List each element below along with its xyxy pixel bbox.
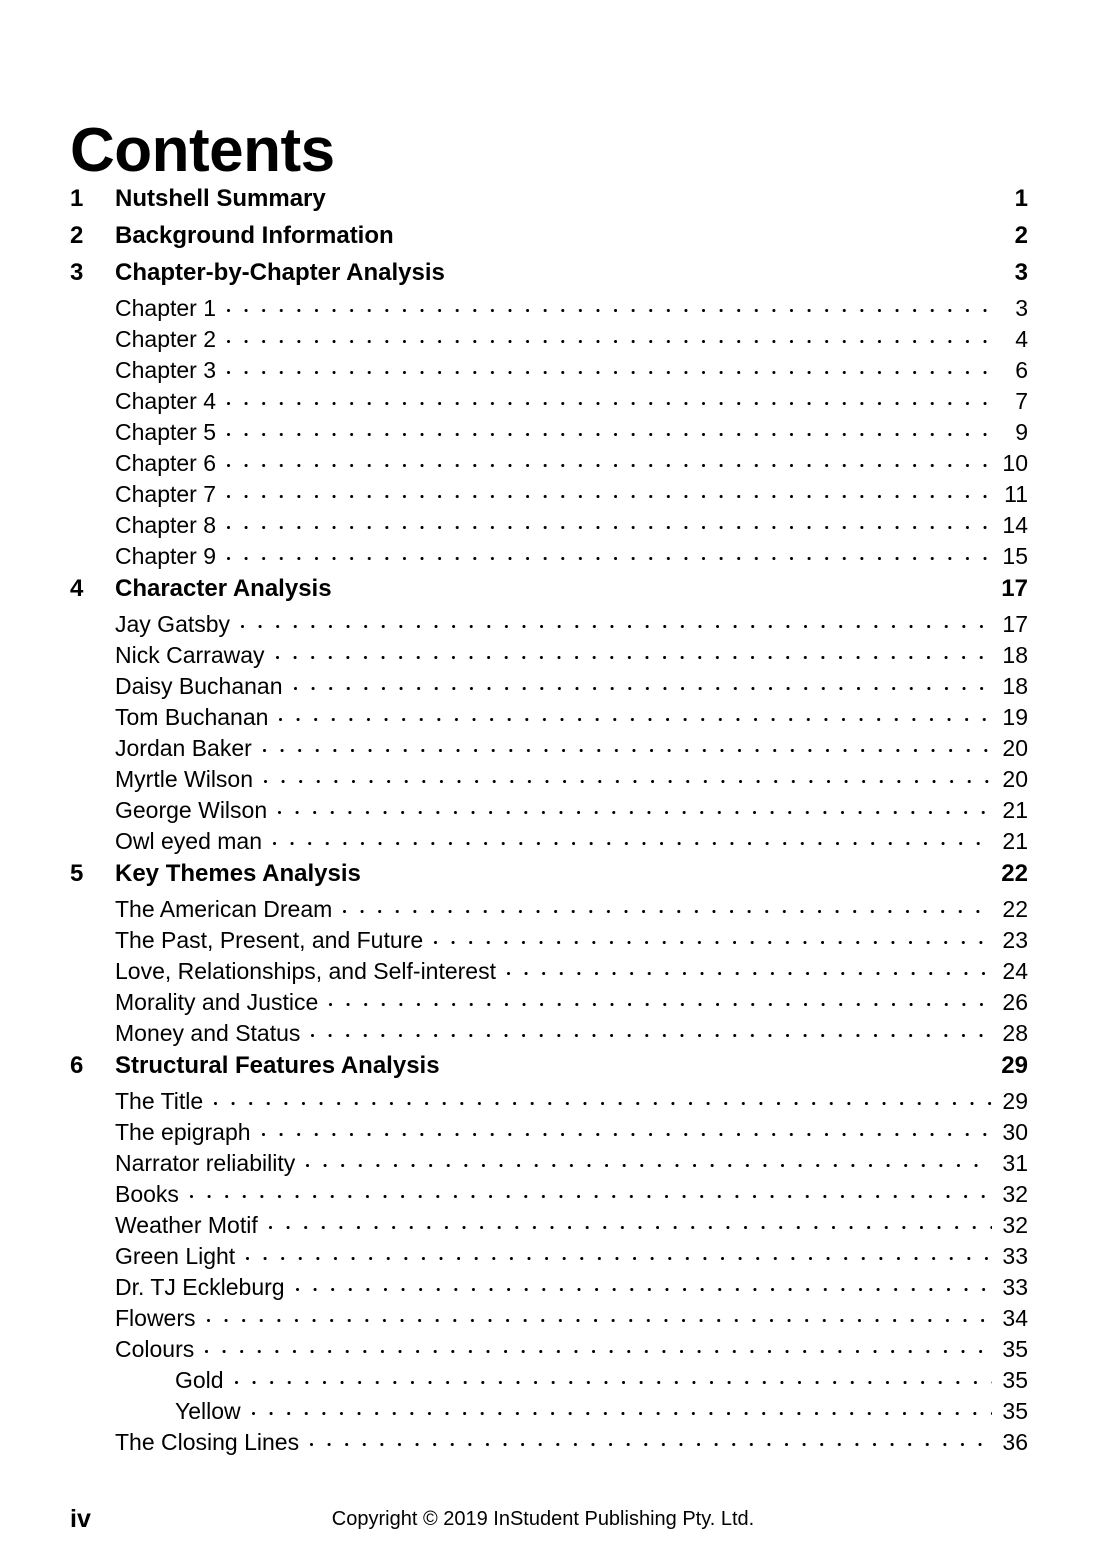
toc-entry-label: Chapter 5 xyxy=(115,419,217,445)
dot-leader xyxy=(252,1396,992,1419)
page-title: Contents xyxy=(70,115,335,185)
toc-entry-page-number: 17 xyxy=(1001,575,1028,602)
toc-entry-page-number: 19 xyxy=(1002,704,1028,730)
dot-leader xyxy=(227,324,992,347)
toc-entry-row[interactable] xyxy=(70,987,1028,1018)
toc-entry-label: Jordan Baker xyxy=(115,735,252,761)
toc-entry-page-number: 18 xyxy=(1002,642,1028,668)
toc-entry-page-number: 20 xyxy=(1002,735,1028,761)
toc-entry-row[interactable] xyxy=(70,894,1028,925)
toc-entry-label: Owl eyed man xyxy=(115,828,263,854)
dot-leader xyxy=(328,182,992,206)
dot-leader xyxy=(306,1148,992,1171)
toc-entry-page-number: 3 xyxy=(1014,259,1028,286)
toc-entry-page-number: 17 xyxy=(1002,611,1028,637)
toc-entry-label: The epigraph xyxy=(115,1119,251,1145)
toc-entry-label: The Title xyxy=(115,1088,204,1114)
dot-leader xyxy=(278,795,992,818)
toc-entry-page-number: 35 xyxy=(1002,1336,1028,1362)
dot-leader xyxy=(235,1365,992,1388)
dot-leader xyxy=(205,1334,992,1357)
toc-entry-label: Chapter 6 xyxy=(115,450,217,476)
toc-entry-label: Nick Carraway xyxy=(115,642,265,668)
toc-entry-label: Green Light xyxy=(115,1243,236,1269)
toc-entry-row[interactable] xyxy=(70,702,1028,733)
toc-entry-row[interactable] xyxy=(70,1117,1028,1148)
dot-leader xyxy=(329,987,992,1010)
toc-entry-page-number: 3 xyxy=(1015,295,1028,321)
toc-entry-row[interactable] xyxy=(70,1086,1028,1117)
toc-entry-number: 5 xyxy=(70,860,84,887)
dot-leader xyxy=(507,956,992,979)
dot-leader xyxy=(262,1117,992,1140)
toc-entry-number: 3 xyxy=(70,259,84,286)
dot-leader xyxy=(343,894,992,917)
toc-entry-page-number: 24 xyxy=(1002,958,1028,984)
dot-leader xyxy=(227,541,992,564)
dot-leader xyxy=(442,1049,992,1073)
toc-entry-label: Jay Gatsby xyxy=(115,611,231,637)
toc-entry-label: The Closing Lines xyxy=(115,1429,300,1455)
toc-entry-label: Flowers xyxy=(115,1305,196,1331)
toc-entry-row[interactable] xyxy=(70,1272,1028,1303)
toc-entry-row[interactable] xyxy=(70,1427,1028,1458)
toc-entry-label: The American Dream xyxy=(115,896,333,922)
page-folio-number: iv xyxy=(70,1505,91,1533)
toc-entry-row[interactable] xyxy=(70,671,1028,702)
toc-entry-page-number: 1 xyxy=(1014,185,1028,212)
toc-entry-row[interactable] xyxy=(70,1210,1028,1241)
toc-entry-label: Gold xyxy=(175,1367,224,1393)
toc-entry-page-number: 21 xyxy=(1002,797,1028,823)
toc-entry-label: George Wilson xyxy=(115,797,268,823)
toc-entry-row[interactable] xyxy=(70,293,1028,324)
toc-entry-label: Yellow xyxy=(175,1398,241,1424)
toc-section-row[interactable] xyxy=(70,572,1028,609)
toc-entry-page-number: 2 xyxy=(1014,222,1028,249)
toc-entry-row[interactable] xyxy=(70,1241,1028,1272)
toc-entry-label: Chapter 1 xyxy=(115,295,217,321)
toc-entry-page-number: 6 xyxy=(1015,357,1028,383)
toc-section-row[interactable] xyxy=(70,219,1028,256)
toc-entry-row[interactable] xyxy=(70,1365,1028,1396)
toc-entry-row[interactable] xyxy=(70,510,1028,541)
dot-leader xyxy=(263,733,992,756)
dot-leader xyxy=(447,256,992,280)
toc-entry-label: Tom Buchanan xyxy=(115,704,269,730)
toc-entry-label: Love, Relationships, and Self-interest xyxy=(115,958,496,984)
toc-entry-page-number: 20 xyxy=(1002,766,1028,792)
dot-leader xyxy=(396,219,992,243)
toc-entry-page-number: 26 xyxy=(1002,989,1028,1015)
page-footer xyxy=(70,1505,1028,1539)
toc-entry-label: Dr. TJ Eckleburg xyxy=(115,1274,285,1300)
toc-entry-row[interactable] xyxy=(70,479,1028,510)
toc-entry-label: Chapter 4 xyxy=(115,388,217,414)
dot-leader xyxy=(246,1241,992,1264)
dot-leader xyxy=(276,640,992,663)
toc-entry-page-number: 15 xyxy=(1002,543,1028,569)
toc-entry-row[interactable] xyxy=(70,733,1028,764)
toc-entry-label: Chapter 2 xyxy=(115,326,217,352)
toc-entry-label: Chapter 8 xyxy=(115,512,217,538)
toc-entry-label: Morality and Justice xyxy=(115,989,319,1015)
toc-entry-label: Structural Features Analysis xyxy=(115,1052,440,1079)
toc-entry-row[interactable] xyxy=(70,1179,1028,1210)
toc-entry-page-number: 33 xyxy=(1002,1274,1028,1300)
toc-entry-page-number: 30 xyxy=(1002,1119,1028,1145)
dot-leader xyxy=(334,572,992,596)
toc-entry-number: 1 xyxy=(70,185,84,212)
dot-leader xyxy=(363,857,992,881)
toc-entry-page-number: 22 xyxy=(1002,896,1028,922)
dot-leader xyxy=(241,609,992,632)
toc-entry-page-number: 9 xyxy=(1015,419,1028,445)
toc-entry-row[interactable] xyxy=(70,826,1028,857)
toc-entry-row[interactable] xyxy=(70,925,1028,956)
dot-leader xyxy=(227,448,992,471)
dot-leader xyxy=(264,764,992,787)
toc-entry-row[interactable] xyxy=(70,324,1028,355)
dot-leader xyxy=(227,479,992,502)
toc-entry-page-number: 14 xyxy=(1002,512,1028,538)
toc-entry-row[interactable] xyxy=(70,640,1028,671)
dot-leader xyxy=(434,925,992,948)
toc-section-row[interactable] xyxy=(70,182,1028,219)
toc-entry-page-number: 35 xyxy=(1002,1398,1028,1424)
dot-leader xyxy=(227,386,992,409)
dot-leader xyxy=(294,671,993,694)
toc-entry-page-number: 21 xyxy=(1002,828,1028,854)
toc-entry-page-number: 36 xyxy=(1002,1429,1028,1455)
toc-entry-page-number: 22 xyxy=(1001,860,1028,887)
toc-entry-label: Books xyxy=(115,1181,179,1207)
toc-entry-page-number: 23 xyxy=(1002,927,1028,953)
toc-entry-row[interactable] xyxy=(70,795,1028,826)
toc-entry-row[interactable] xyxy=(70,448,1028,479)
toc-entry-label: Chapter 9 xyxy=(115,543,217,569)
toc-entry-label: The Past, Present, and Future xyxy=(115,927,424,953)
table-of-contents-list xyxy=(70,182,1028,1458)
toc-entry-label: Weather Motif xyxy=(115,1212,258,1238)
dot-leader xyxy=(214,1086,992,1109)
dot-leader xyxy=(273,826,992,849)
toc-entry-page-number: 4 xyxy=(1015,326,1028,352)
toc-entry-label: Myrtle Wilson xyxy=(115,766,254,792)
toc-entry-row[interactable] xyxy=(70,956,1028,987)
dot-leader xyxy=(190,1179,992,1202)
toc-entry-row[interactable] xyxy=(70,1334,1028,1365)
toc-entry-label: Money and Status xyxy=(115,1020,301,1046)
toc-entry-page-number: 33 xyxy=(1002,1243,1028,1269)
dot-leader xyxy=(227,293,992,316)
dot-leader xyxy=(207,1303,992,1326)
toc-entry-number: 2 xyxy=(70,222,84,249)
toc-entry-page-number: 11 xyxy=(1004,481,1028,507)
toc-entry-page-number: 7 xyxy=(1015,388,1028,414)
toc-entry-page-number: 29 xyxy=(1001,1052,1028,1079)
toc-entry-label: Daisy Buchanan xyxy=(115,673,283,699)
dot-leader xyxy=(310,1427,992,1450)
toc-entry-page-number: 32 xyxy=(1002,1212,1028,1238)
toc-entry-label: Narrator reliability xyxy=(115,1150,296,1176)
toc-entry-label: Character Analysis xyxy=(115,575,332,602)
toc-entry-label: Colours xyxy=(115,1336,195,1362)
dot-leader xyxy=(279,702,992,725)
toc-entry-page-number: 29 xyxy=(1002,1088,1028,1114)
toc-entry-label: Chapter 3 xyxy=(115,357,217,383)
toc-entry-page-number: 31 xyxy=(1002,1150,1028,1176)
dot-leader xyxy=(311,1018,992,1041)
toc-section-row[interactable] xyxy=(70,857,1028,894)
toc-entry-page-number: 10 xyxy=(1002,450,1028,476)
toc-section-row[interactable] xyxy=(70,256,1028,293)
toc-entry-page-number: 18 xyxy=(1002,673,1028,699)
dot-leader xyxy=(227,417,992,440)
toc-entry-page-number: 32 xyxy=(1002,1181,1028,1207)
toc-entry-page-number: 35 xyxy=(1002,1367,1028,1393)
dot-leader xyxy=(296,1272,992,1295)
toc-entry-label: Nutshell Summary xyxy=(115,185,326,212)
toc-entry-row[interactable] xyxy=(70,764,1028,795)
toc-entry-page-number: 28 xyxy=(1002,1020,1028,1046)
toc-entry-page-number: 34 xyxy=(1002,1305,1028,1331)
toc-entry-number: 6 xyxy=(70,1052,84,1079)
dot-leader xyxy=(227,355,992,378)
toc-section-row[interactable] xyxy=(70,1049,1028,1086)
toc-entry-row[interactable] xyxy=(70,386,1028,417)
toc-entry-row[interactable] xyxy=(70,417,1028,448)
dot-leader xyxy=(269,1210,992,1233)
toc-entry-label: Chapter 7 xyxy=(115,481,217,507)
toc-entry-label: Chapter-by-Chapter Analysis xyxy=(115,259,445,286)
toc-entry-row[interactable] xyxy=(70,1396,1028,1427)
toc-entry-row[interactable] xyxy=(70,609,1028,640)
toc-entry-row[interactable] xyxy=(70,355,1028,386)
toc-entry-number: 4 xyxy=(70,575,84,602)
dot-leader xyxy=(227,510,992,533)
toc-entry-row[interactable] xyxy=(70,541,1028,572)
copyright-notice: Copyright © 2019 InStudent Publishing Pty. Ltd. xyxy=(331,1508,755,1530)
toc-entry-row[interactable] xyxy=(70,1148,1028,1179)
toc-entry-row[interactable] xyxy=(70,1018,1028,1049)
toc-entry-label: Key Themes Analysis xyxy=(115,860,361,887)
toc-entry-row[interactable] xyxy=(70,1303,1028,1334)
toc-entry-label: Background Information xyxy=(115,222,394,249)
